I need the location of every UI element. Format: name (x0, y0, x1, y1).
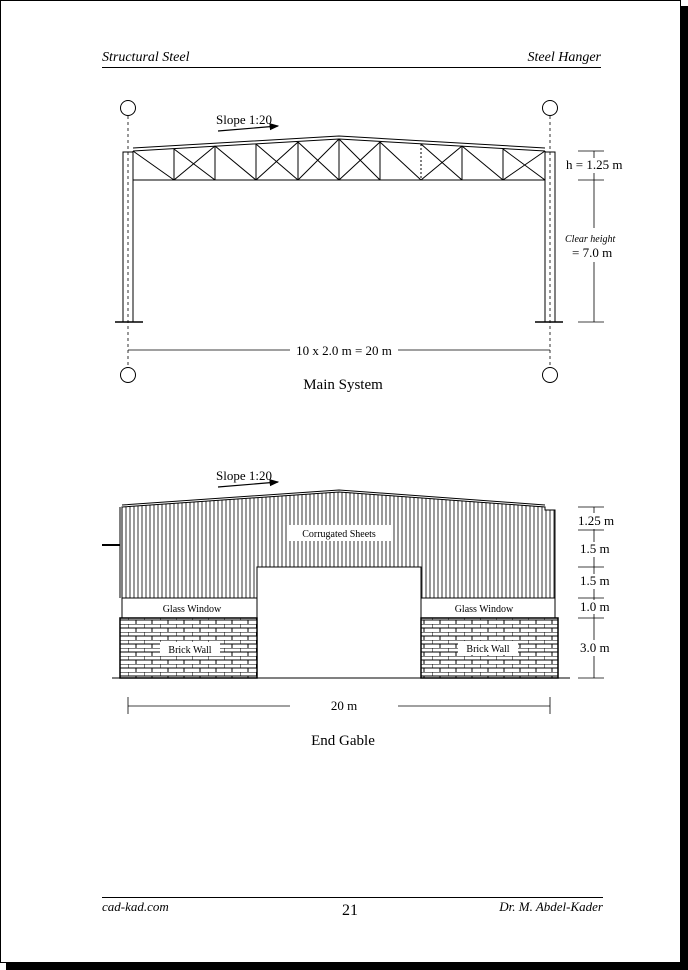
page-number: 21 (342, 902, 358, 919)
grid-bubble-top-right (543, 101, 558, 116)
glass-window-left-label: Glass Window (162, 604, 222, 615)
dim-brick: 3.0 m (580, 640, 610, 655)
header-left-title: Structural Steel (102, 50, 190, 65)
footer-website: cad-kad.com (102, 899, 169, 914)
door-opening (257, 567, 421, 678)
brick-wall-right-label: Brick Wall (466, 644, 510, 655)
left-column (115, 152, 143, 322)
footer-author: Dr. M. Abdel-Kader (499, 899, 603, 914)
footer-rule (102, 897, 603, 898)
main-system-figure (115, 101, 604, 383)
end-gable-caption: End Gable (311, 733, 375, 749)
truss-depth-label: h = 1.25 m (566, 157, 623, 172)
dim-glass: 1.0 m (580, 599, 610, 614)
clear-height-label: Clear height (565, 234, 616, 245)
dim-upper-cladding: 1.5 m (580, 541, 610, 556)
grid-bubble-bottom-left (121, 368, 136, 383)
dim-lower-cladding: 1.5 m (580, 573, 610, 588)
gable-slope-label: Slope 1:20 (216, 468, 272, 483)
grid-bubble-top-left (121, 101, 136, 116)
corrugated-sheets-label: Corrugated Sheets (302, 529, 376, 540)
span-dimension-label: 10 x 2.0 m = 20 m (296, 343, 392, 358)
main-slope-label: Slope 1:20 (216, 112, 272, 127)
gable-width-label: 20 m (330, 698, 358, 713)
right-column (535, 152, 563, 322)
brick-wall-left-label: Brick Wall (168, 645, 212, 656)
glass-window-right-label: Glass Window (454, 604, 514, 615)
grid-bubble-bottom-right (543, 368, 558, 383)
dim-roof: 1.25 m (578, 513, 615, 528)
main-system-caption: Main System (303, 377, 383, 393)
end-gable-figure (102, 482, 604, 714)
roof-truss (133, 136, 545, 180)
clear-height-value: = 7.0 m (572, 245, 613, 260)
header-right-title: Steel Hanger (527, 50, 601, 65)
